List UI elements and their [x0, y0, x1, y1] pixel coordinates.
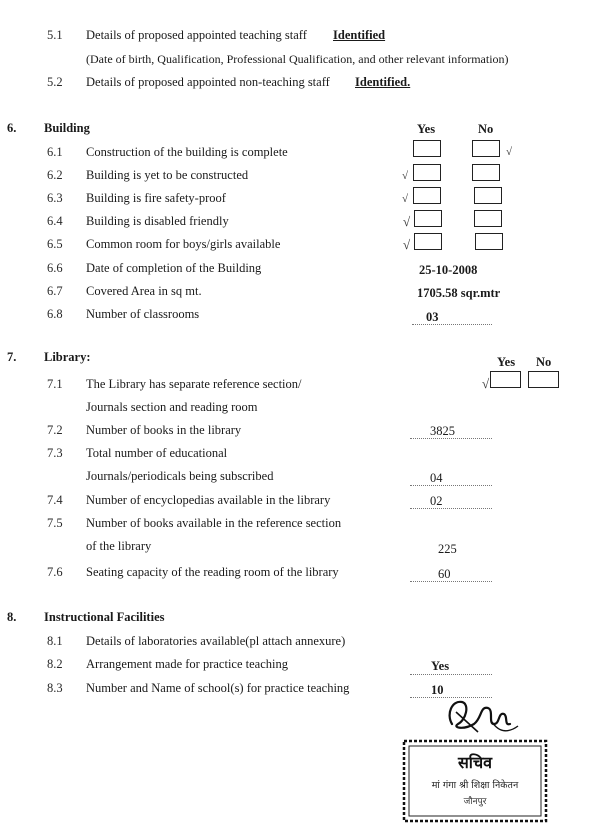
- value-text: 04: [430, 471, 443, 485]
- item-text: Number of classrooms: [86, 307, 200, 321]
- item-text: Number and Name of school(s) for practice teaching: [86, 681, 350, 695]
- item-text: Building is yet to be constructed: [86, 168, 249, 182]
- item-text: The Library has separate reference section/: [86, 377, 302, 391]
- check-mark: √: [506, 146, 513, 158]
- section-number: 8.: [7, 610, 17, 624]
- value-text: Yes: [431, 659, 450, 673]
- item-text: of the library: [86, 539, 152, 553]
- value-text: 02: [430, 494, 443, 508]
- item-text: Details of proposed appointed teaching staff: [86, 28, 307, 42]
- yes-checkbox[interactable]: [413, 187, 441, 204]
- note-text: (Date of birth, Qualification, Professional Qualification, and other relevant information): [86, 52, 509, 66]
- item-text: Journals/periodicals being subscribed: [86, 469, 274, 483]
- stamp-title: सचिव: [457, 753, 493, 772]
- item-text: Details of laboratories available(pl attach annexure): [86, 634, 346, 648]
- item-number: 5.2: [47, 75, 63, 89]
- item-number: 6.3: [47, 191, 63, 205]
- answer-line: [410, 508, 492, 509]
- item-number: 5.1: [47, 28, 63, 42]
- stamp-line-1: मां गंगा श्री शिक्षा निकेतन: [431, 780, 519, 791]
- item-number: 8.3: [47, 681, 63, 695]
- yes-checkbox[interactable]: [414, 210, 442, 227]
- no-checkbox[interactable]: [475, 233, 503, 250]
- item-number: 7.2: [47, 423, 63, 437]
- item-number: 6.6: [47, 261, 63, 275]
- yes-checkbox[interactable]: [413, 164, 441, 181]
- item-text: Arrangement made for practice teaching: [86, 657, 288, 671]
- item-text: Date of completion of the Building: [86, 261, 262, 275]
- check-mark: √: [403, 214, 411, 229]
- item-text: Building is disabled friendly: [86, 214, 229, 228]
- item-number: 7.5: [47, 516, 63, 530]
- check-mark: √: [482, 376, 490, 391]
- item-text: Journals section and reading room: [86, 400, 258, 414]
- yes-header: Yes: [417, 122, 436, 136]
- section-title: Library:: [44, 350, 91, 364]
- no-checkbox[interactable]: [472, 140, 500, 157]
- value-text: 10: [431, 683, 444, 697]
- item-text: Common room for boys/girls available: [86, 237, 281, 251]
- no-header: No: [478, 122, 494, 136]
- item-text: Covered Area in sq mt.: [86, 284, 202, 298]
- answer-line: [410, 674, 492, 675]
- check-mark: √: [402, 170, 409, 182]
- item-text: Total number of educational: [86, 446, 228, 460]
- value-text: 25-10-2008: [419, 263, 478, 277]
- item-text: Number of encyclopedias available in the library: [86, 493, 331, 507]
- yes-header: Yes: [497, 355, 516, 369]
- no-checkbox[interactable]: [474, 210, 502, 227]
- yes-checkbox[interactable]: [413, 140, 441, 157]
- item-number: 7.6: [47, 565, 63, 579]
- answer-line: [412, 324, 492, 325]
- value-text: 225: [438, 542, 457, 556]
- item-text: Seating capacity of the reading room of the library: [86, 565, 339, 579]
- item-number: 6.4: [47, 214, 63, 228]
- item-number: 6.2: [47, 168, 63, 182]
- item-text: Building is fire safety-proof: [86, 191, 226, 205]
- item-number: 6.7: [47, 284, 63, 298]
- value-text: 1705.58 sqr.mtr: [417, 286, 501, 300]
- item-number: 6.5: [47, 237, 63, 251]
- answer-line: [410, 438, 492, 439]
- status-value: Identified: [333, 28, 386, 42]
- official-stamp: [401, 738, 549, 824]
- yes-checkbox[interactable]: [414, 233, 442, 250]
- no-header: No: [536, 355, 552, 369]
- no-checkbox[interactable]: [528, 371, 559, 388]
- answer-line: [410, 485, 492, 486]
- section-title: Instructional Facilities: [44, 610, 165, 624]
- check-mark: √: [403, 237, 411, 252]
- value-text: 3825: [430, 424, 455, 438]
- stamp-line-2: जौनपुर: [463, 797, 487, 807]
- item-text: Construction of the building is complete: [86, 145, 288, 159]
- item-text: Number of books available in the reference section: [86, 516, 342, 530]
- section-number: 7.: [7, 350, 17, 364]
- item-number: 7.3: [47, 446, 63, 460]
- section-number: 6.: [7, 121, 17, 135]
- section-title: Building: [44, 121, 90, 135]
- check-mark: √: [402, 193, 409, 205]
- no-checkbox[interactable]: [472, 164, 500, 181]
- answer-line: [410, 581, 492, 582]
- yes-checkbox[interactable]: [490, 371, 521, 388]
- item-number: 7.4: [47, 493, 63, 507]
- status-value: Identified.: [355, 75, 411, 89]
- item-number: 6.1: [47, 145, 63, 159]
- item-text: Number of books in the library: [86, 423, 242, 437]
- value-text: 03: [426, 310, 439, 324]
- signature: [438, 694, 538, 740]
- no-checkbox[interactable]: [474, 187, 502, 204]
- value-text: 60: [438, 567, 451, 581]
- item-number: 8.2: [47, 657, 63, 671]
- item-number: 6.8: [47, 307, 63, 321]
- item-number: 8.1: [47, 634, 63, 648]
- item-text: Details of proposed appointed non-teaching staff: [86, 75, 330, 89]
- item-number: 7.1: [47, 377, 63, 391]
